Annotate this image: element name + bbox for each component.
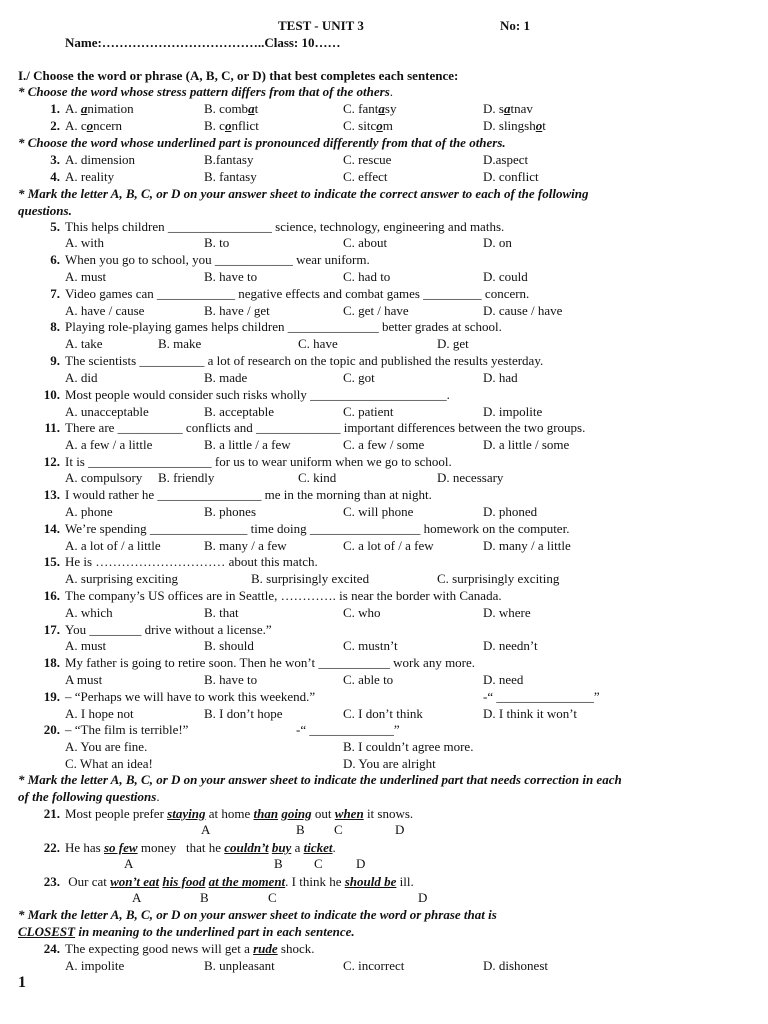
question-stem: When you go to school, you ____________ wear uniform. — [65, 252, 370, 267]
question-6-stem — [0, 252, 768, 268]
question-16-options — [0, 605, 768, 621]
letter-d: D — [418, 890, 428, 905]
option-a[interactable]: A. a lot of / a little — [65, 538, 161, 553]
error-instruction-continued: of the following questions. — [18, 789, 160, 804]
underlined-part-c[interactable]: at the moment — [208, 874, 286, 889]
question-10-options — [0, 404, 768, 420]
pronunciation-instruction-row — [0, 135, 768, 151]
question-stem: Playing role-playing games helps children ______________ better grades at school. — [65, 319, 502, 334]
error-instruction-row-2 — [0, 789, 768, 805]
option-b[interactable]: B. surprisingly excited — [251, 571, 370, 586]
closest-instruction-row-2 — [0, 924, 768, 940]
option-d[interactable]: D. necessary — [437, 470, 504, 485]
closest-instruction-continued: CLOSEST in meaning to the underlined part in each sentence. — [18, 924, 355, 939]
question-11-stem — [0, 420, 768, 436]
question-24-options — [0, 958, 768, 974]
letter-b: B — [296, 822, 305, 837]
question-23-letters — [0, 890, 768, 906]
letter-c: C — [314, 856, 323, 871]
question-10-stem — [0, 387, 768, 403]
option-d[interactable]: D. on — [483, 235, 512, 250]
question-11-options — [0, 437, 768, 453]
question-14-stem — [0, 521, 768, 537]
stress-instruction: * Choose the word whose stress pattern differs from that of the others. — [18, 84, 394, 99]
option-a[interactable]: A. You are fine. — [65, 739, 148, 754]
question-14-options — [0, 538, 768, 554]
option-b[interactable]: B. acceptable — [204, 404, 275, 419]
question-number: 3. — [50, 152, 60, 167]
question-1 — [0, 101, 768, 117]
question-number: 18. — [43, 655, 60, 670]
option-c[interactable]: C. fantasy — [343, 101, 397, 116]
question-number: 16. — [43, 588, 60, 603]
question-20-options-row-2 — [0, 756, 768, 772]
question-15-options — [0, 571, 768, 587]
option-b[interactable]: B. have / get — [204, 303, 270, 318]
question-9-options — [0, 370, 768, 386]
question-23-stem — [0, 874, 768, 890]
option-c[interactable]: C. had to — [343, 269, 391, 284]
question-7-stem — [0, 286, 768, 302]
option-c[interactable]: C. rescue — [343, 152, 392, 167]
question-13-stem — [0, 487, 768, 503]
option-a[interactable]: A. reality — [65, 169, 115, 184]
question-number: 14. — [43, 521, 60, 536]
option-c[interactable]: C. incorrect — [343, 958, 405, 973]
option-b[interactable]: B. make — [158, 336, 202, 351]
question-number: 19. — [43, 689, 60, 704]
section-title: I./ Choose the word or phrase (A, B, C, or D) that best completes each sentence: — [18, 68, 459, 83]
option-b[interactable]: B. fantasy — [204, 169, 257, 184]
option-d[interactable]: D. a little / some — [483, 437, 570, 452]
name-row — [0, 35, 768, 51]
option-d[interactable]: D. could — [483, 269, 528, 284]
underlined-part-a[interactable]: so few — [104, 840, 138, 855]
option-c[interactable]: C. patient — [343, 404, 394, 419]
option-c[interactable]: C. got — [343, 370, 375, 385]
option-a[interactable]: A. did — [65, 370, 98, 385]
question-stem: Most people would consider such risks wholly _____________________. — [65, 387, 450, 402]
underlined-part-c[interactable]: going — [281, 806, 312, 821]
underlined-word: rude — [253, 941, 278, 956]
option-c[interactable]: C. a lot of / a few — [343, 538, 434, 553]
question-20-stem — [0, 722, 768, 738]
option-c[interactable]: C. a few / some — [343, 437, 425, 452]
option-a[interactable]: A. with — [65, 235, 104, 250]
option-c[interactable]: C. kind — [298, 470, 337, 485]
question-stem: My father is going to retire soon. Then he won’t ___________ work any more. — [65, 655, 476, 670]
question-15-stem — [0, 554, 768, 570]
option-b[interactable]: B. a little / a few — [204, 437, 291, 452]
option-c[interactable]: C. get / have — [343, 303, 409, 318]
option-d[interactable]: D. impolite — [483, 404, 543, 419]
question-number: 11. — [44, 420, 60, 435]
pronunciation-instruction: * Choose the word whose underlined part is pronounced differently from that of the others. — [18, 135, 506, 150]
underlined-part-d[interactable]: should be — [344, 874, 397, 889]
letter-a: A — [132, 890, 142, 905]
question-8-options — [0, 336, 768, 352]
option-a[interactable]: A. phone — [65, 504, 113, 519]
question-17-stem — [0, 622, 768, 638]
question-number: 12. — [43, 454, 60, 469]
option-c[interactable]: C. able to — [343, 672, 394, 687]
question-24-stem — [0, 941, 768, 957]
option-b[interactable]: B. have to — [204, 672, 258, 687]
question-number: 9. — [50, 353, 60, 368]
option-d[interactable]: D. need — [483, 672, 524, 687]
option-c[interactable]: C. I don’t think — [343, 706, 423, 721]
letter-c: C — [334, 822, 343, 837]
question-stem: The scientists __________ a lot of research on the topic and published the results yesterday. — [65, 353, 544, 368]
mark-instruction: * Mark the letter A, B, C, or D on your answer sheet to indicate the correct answer to each of the following — [18, 186, 589, 201]
question-number: 1. — [50, 101, 60, 116]
question-21-letters — [0, 822, 768, 838]
question-number: 2. — [50, 118, 60, 133]
option-a[interactable]: A. a few / a little — [65, 437, 153, 452]
option-a[interactable]: A. impolite — [65, 958, 125, 973]
closest-instruction: * Mark the letter A, B, C, or D on your answer sheet to indicate the word or phrase that is — [18, 907, 497, 922]
option-c[interactable]: C. about — [343, 235, 388, 250]
option-b[interactable]: B. friendly — [158, 470, 215, 485]
option-c[interactable]: C. mustn’t — [343, 638, 398, 653]
option-b[interactable]: B. combat — [204, 101, 259, 116]
question-number: 17. — [43, 622, 60, 637]
question-5-stem — [0, 219, 768, 235]
option-b[interactable]: B. should — [204, 638, 254, 653]
option-d[interactable]: D. slingshot — [483, 118, 546, 133]
option-d[interactable]: D. phoned — [483, 504, 538, 519]
option-b[interactable]: B. that — [204, 605, 239, 620]
question-22-letters — [0, 856, 768, 872]
question-stem: You ________ drive without a license.” — [65, 622, 272, 637]
option-d[interactable]: D. get — [437, 336, 469, 351]
option-b[interactable]: B. have to — [204, 269, 258, 284]
underlined-part-d[interactable]: when — [334, 806, 364, 821]
option-b[interactable]: B. I couldn’t agree more. — [343, 739, 474, 754]
mark-instruction-row — [0, 186, 768, 202]
option-b[interactable]: B. many / a few — [204, 538, 287, 553]
stress-instruction-row — [0, 84, 768, 100]
question-12-options — [0, 470, 768, 486]
option-b[interactable]: B. unpleasant — [204, 958, 275, 973]
option-d[interactable]: D. where — [483, 605, 531, 620]
option-a[interactable]: A. animation — [65, 101, 134, 116]
option-b[interactable]: B. I don’t hope — [204, 706, 283, 721]
question-stem: This helps children ________________ science, technology, engineering and maths. — [65, 219, 505, 234]
question-stem: Most people prefer staying at home than going out when it snows. — [65, 806, 414, 821]
question-19-stem — [0, 689, 768, 705]
underlined-part-b[interactable]: his food — [162, 874, 206, 889]
option-d[interactable]: D. cause / have — [483, 303, 563, 318]
section-title-row — [0, 68, 768, 84]
question-number: 20. — [43, 722, 60, 737]
question-number: 4. — [50, 169, 60, 184]
option-d[interactable]: D. had — [483, 370, 518, 385]
question-number: 23. — [43, 874, 60, 889]
option-b[interactable]: B. conflict — [204, 118, 259, 133]
option-a[interactable]: A. which — [65, 605, 113, 620]
underlined-part-a[interactable]: won’t eat — [110, 874, 160, 889]
question-18-options — [0, 672, 768, 688]
error-instruction: * Mark the letter A, B, C, or D on your answer sheet to indicate the underlined part that needs correction in each — [18, 772, 622, 787]
question-stem: It is ___________________ for us to wear uniform when we go to school. — [65, 454, 452, 469]
option-b[interactable]: B. made — [204, 370, 248, 385]
option-b[interactable]: B. phones — [204, 504, 256, 519]
letter-c: C — [268, 890, 277, 905]
question-7-options — [0, 303, 768, 319]
question-number: 21. — [43, 806, 60, 821]
question-number: 7. — [50, 286, 60, 301]
option-a[interactable]: A. take — [65, 336, 103, 351]
question-number: 8. — [50, 319, 60, 334]
option-d[interactable]: D. conflict — [483, 169, 539, 184]
option-a[interactable]: A. dimension — [65, 152, 136, 167]
question-18-stem — [0, 655, 768, 671]
question-stem: – “Perhaps we will have to work this weekend.” — [65, 689, 316, 704]
question-number: 6. — [50, 252, 60, 267]
question-stem: I would rather he ________________ me in the morning than at night. — [65, 487, 432, 502]
underlined-part-a[interactable]: staying — [167, 806, 206, 821]
option-c[interactable]: C. have — [298, 336, 338, 351]
underlined-part-c[interactable]: buy — [271, 840, 292, 855]
question-number: 22. — [43, 840, 60, 855]
option-a[interactable]: A. have / cause — [65, 303, 145, 318]
option-b[interactable]: B.fantasy — [204, 152, 254, 167]
option-b[interactable]: B. to — [204, 235, 230, 250]
question-13-options — [0, 504, 768, 520]
question-16-stem — [0, 588, 768, 604]
underlined-part-d[interactable]: ticket — [303, 840, 333, 855]
option-c[interactable]: C. What an idea! — [65, 756, 153, 771]
question-stem: We’re spending _______________ time doing _________________ homework on the computer. — [65, 521, 570, 536]
option-d[interactable]: D. I think it won’t — [483, 706, 578, 721]
option-d[interactable]: D. needn’t — [483, 638, 538, 653]
letter-b: B — [200, 890, 209, 905]
option-d[interactable]: D. dishonest — [483, 958, 548, 973]
option-a[interactable]: A. compulsory — [65, 470, 143, 485]
mark-instruction-continued: questions. — [18, 203, 72, 218]
question-22-stem — [0, 840, 768, 856]
header-row — [0, 18, 768, 34]
option-c[interactable]: C. who — [343, 605, 381, 620]
question-number: 5. — [50, 219, 60, 234]
question-stem: Video games can ____________ negative effects and combat games _________ concern. — [65, 286, 530, 301]
question-number: 15. — [43, 554, 60, 569]
option-c[interactable]: C. will phone — [343, 504, 414, 519]
option-a[interactable]: A. unacceptable — [65, 404, 149, 419]
question-2 — [0, 118, 768, 134]
question-5-options — [0, 235, 768, 251]
question-9-stem — [0, 353, 768, 369]
option-a[interactable]: A. must — [65, 269, 107, 284]
question-stem: He is ………………………… about this match. — [65, 554, 318, 569]
question-6-options — [0, 269, 768, 285]
option-d[interactable]: D. satnav — [483, 101, 533, 116]
option-a[interactable]: A. concern — [65, 118, 123, 133]
question-number: 10. — [43, 387, 60, 402]
question-stem: – “The film is terrible!” — [65, 722, 189, 737]
question-17-options — [0, 638, 768, 654]
question-stem: The company’s US offices are in Seattle, …………. is near the border with Canada. — [65, 588, 502, 603]
letter-d: D — [395, 822, 405, 837]
mark-instruction-row-2 — [0, 203, 768, 219]
letter-b: B — [274, 856, 283, 871]
question-stem: The expecting good news will get a rude shock. — [65, 941, 315, 956]
question-3 — [0, 152, 768, 168]
question-19-options — [0, 706, 768, 722]
question-reply: -“ _______________” — [483, 689, 600, 704]
option-c[interactable]: C. surprisingly exciting — [437, 571, 560, 586]
letter-d: D — [356, 856, 366, 871]
option-a[interactable]: A must — [65, 672, 103, 687]
question-8-stem — [0, 319, 768, 335]
option-c[interactable]: C. sitcom — [343, 118, 393, 133]
option-a[interactable]: A. I hope not — [65, 706, 134, 721]
question-number: 13. — [43, 487, 60, 502]
option-a[interactable]: A. must — [65, 638, 107, 653]
option-d[interactable]: D.aspect — [483, 152, 529, 167]
underlined-part-b[interactable]: than — [253, 806, 279, 821]
question-21-stem — [0, 806, 768, 822]
letter-a: A — [124, 856, 134, 871]
letter-a: A — [201, 822, 211, 837]
question-20-options-row-1 — [0, 739, 768, 755]
error-instruction-row — [0, 772, 768, 788]
page-number: 1 — [18, 974, 26, 991]
question-4 — [0, 169, 768, 185]
option-a[interactable]: A. surprising exciting — [65, 571, 179, 586]
option-d[interactable]: D. You are alright — [343, 756, 436, 771]
underlined-part-b[interactable]: couldn’t — [224, 840, 269, 855]
question-12-stem — [0, 454, 768, 470]
closest-instruction-row — [0, 907, 768, 923]
option-d[interactable]: D. many / a little — [483, 538, 571, 553]
question-number: 24. — [43, 941, 60, 956]
question-reply: -“ _____________” — [296, 722, 400, 737]
option-c[interactable]: C. effect — [343, 169, 388, 184]
name-class-line: Name:………………………………..Class: 10…… — [65, 35, 341, 50]
question-stem: There are __________ conflicts and _____________ important differences between the two groups. — [65, 420, 586, 435]
question-stem: Our cat won’t eat his food at the moment. I think he should be ill. — [65, 874, 414, 889]
test-title: TEST - UNIT 3 — [278, 18, 364, 33]
question-stem: He has so few money that he couldn’t buy a ticket. — [65, 840, 336, 855]
test-number: No: 1 — [500, 18, 530, 33]
